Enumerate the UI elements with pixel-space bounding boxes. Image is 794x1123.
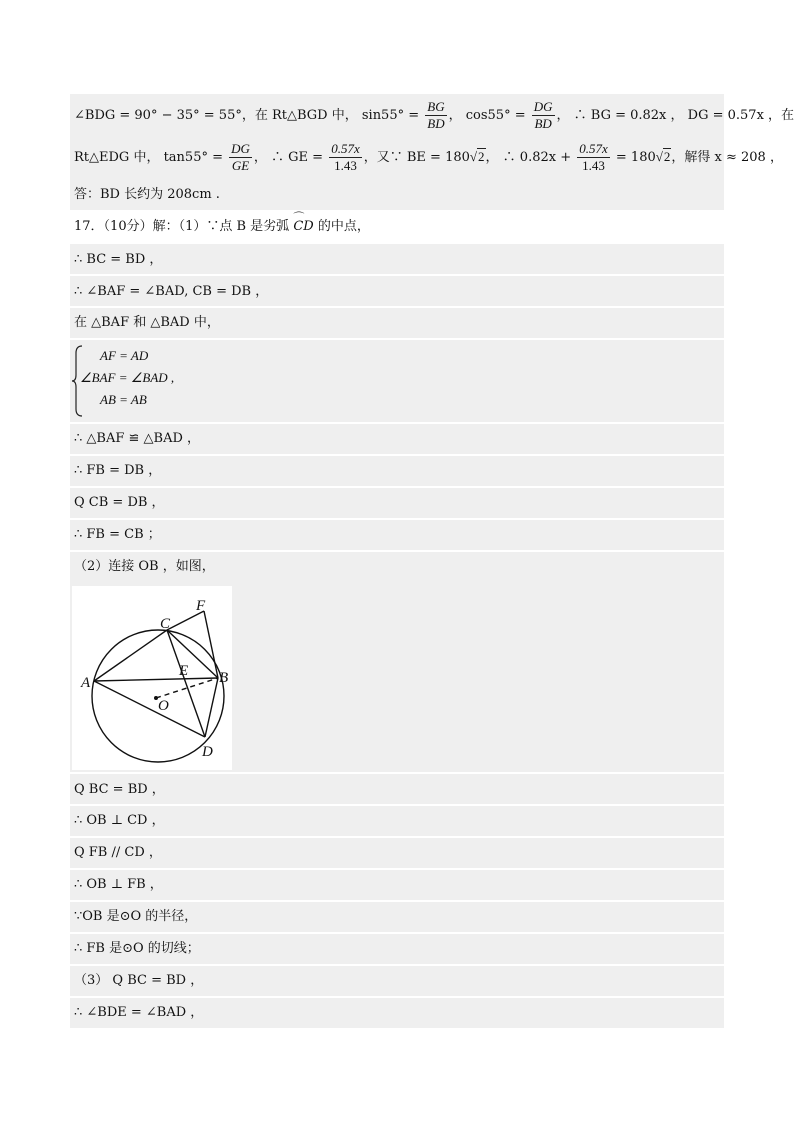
step-line: ∴ OB ⊥ CD ， [74, 813, 165, 828]
label-f: F [196, 598, 206, 614]
step-line: （3） Q BC = BD ， [74, 973, 204, 988]
label-a: A [81, 675, 91, 691]
step-band [70, 244, 724, 274]
solution-line-2: Rt△EDG 中， tan55° = $\frac{DG}{GE}$ ， ∴ GE = $\frac{0.57x}{1.43}$ ，又∵ BE = 180√2， ∴ 0.82x + $\frac{0.57x}{1.43}$ = 180√2，解得 x ≈ 208 ， [74, 141, 783, 173]
step-line: ∴ △BAF ≌ △BAD ， [74, 431, 201, 446]
step-line: Q CB = DB ， [74, 495, 165, 510]
answer-line: 答：BD 长约为 208cm . [74, 187, 220, 202]
step-line: ∴ FB 是⊙O 的切线； [74, 941, 200, 956]
fraction: $\frac{0.57x}{1.43}$ [579, 141, 608, 173]
circle-diagram [72, 586, 232, 770]
label-c: C [160, 616, 171, 632]
label-o: O [158, 698, 169, 714]
geometry-figure [72, 586, 232, 770]
label-d: D [202, 744, 213, 760]
step-line: ∵OB 是⊙O 的半径， [74, 909, 198, 924]
step-line: ∴ FB = DB ， [74, 463, 162, 478]
step-band [70, 870, 724, 900]
system-equation-2: ∠BAF = ∠BAD , [80, 370, 175, 385]
label-b: B [219, 670, 229, 686]
solution-line-1: ∠BDG = 90° − 35° = 55°，在 Rt△BGD 中， sin55° = $\frac{BG}{BD}$ ， cos55° = $\frac{DG}{BD}$ ， ∴ BG = 0.82x ， DG = 0.57x ，在 [74, 99, 794, 131]
equation-system [72, 343, 272, 419]
problem-17-header: 17．（10分）解：（1）∵点 B 是劣弧 ⌒ CD 的中点， [74, 217, 370, 237]
arc-cd: ⌒ CD [293, 217, 313, 237]
step-line: ∴ FB = CB ； [74, 527, 161, 542]
step-band [70, 806, 724, 836]
step-band [70, 488, 724, 518]
step-band [70, 774, 724, 804]
fraction: $\frac{DG}{BD}$ [533, 99, 553, 131]
system-equation-3: AB = AB [100, 392, 147, 407]
sqrt: √2 [655, 149, 671, 164]
step-line: ∴ ∠BAF = ∠BAD, CB = DB ， [74, 284, 269, 299]
fraction: $\frac{0.57x}{1.43}$ [331, 141, 360, 173]
step-line: ∴ ∠BDE = ∠BAD ， [74, 1005, 204, 1020]
step-line: Q BC = BD ， [74, 782, 165, 797]
step-line: Q FB // CD ， [74, 845, 162, 860]
step-band [70, 838, 724, 868]
step-line: ∴ BC = BD ， [74, 252, 163, 267]
step-line: 在 △BAF 和 △BAD 中， [74, 315, 220, 330]
fraction: $\frac{DG}{GE}$ [231, 141, 250, 173]
fraction: $\frac{BG}{BD}$ [427, 99, 445, 131]
system-equation-1: AF = AD [100, 348, 149, 363]
step-band [70, 456, 724, 486]
step-line: ∴ OB ⊥ FB ， [74, 877, 163, 892]
label-e: E [179, 663, 189, 679]
sqrt: √2 [469, 149, 485, 164]
step-band [70, 520, 724, 550]
part-2-header: （2）连接 OB ，如图， [74, 559, 215, 574]
